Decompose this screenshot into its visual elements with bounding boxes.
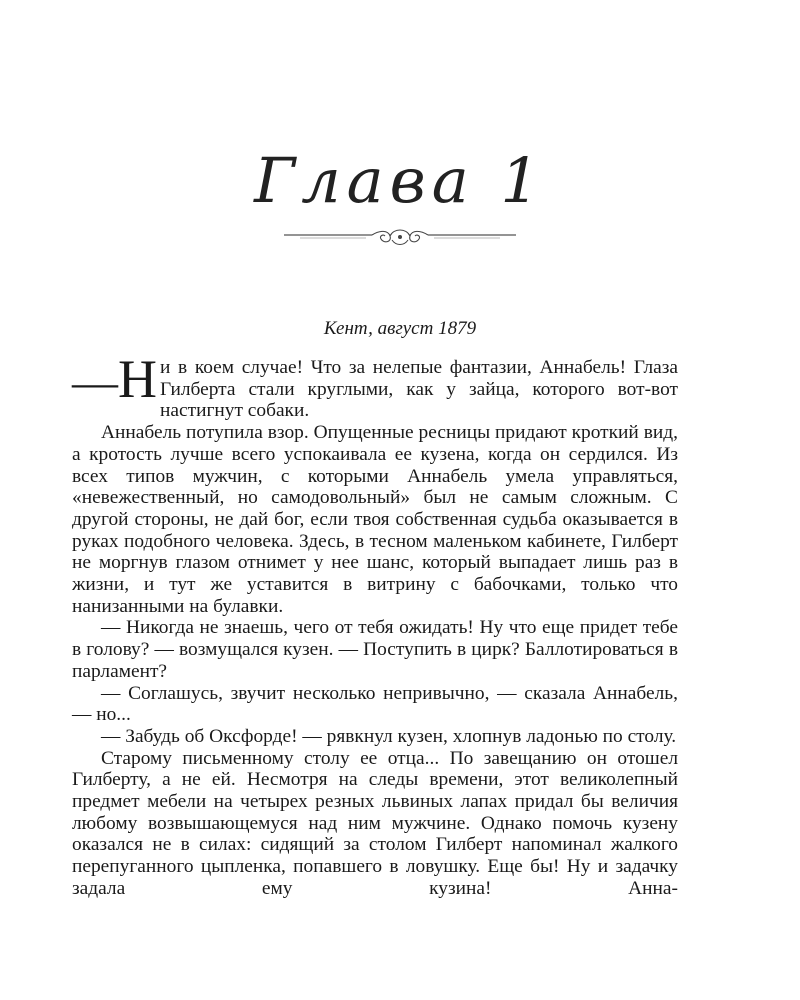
- paragraph-1-text: и в коем случае! Что за нелепые фантазии, Аннабель! Глаза Гилберта стали круглыми, как у зайца, которого вот-вот настигнут собаки.: [160, 357, 678, 422]
- paragraph-1: [72, 349, 678, 422]
- drop-cap-letter: Н: [118, 349, 157, 409]
- drop-cap-dash: —: [72, 356, 118, 407]
- paragraph-2: Аннабель потупила взор. Опущенные ресницы придают кроткий вид, а кротость лучше всего успокаивала ее кузена, когда он сердился. Из всех типов мужчин, с которыми Аннабель умела управляться, «невежественный, но самодовольный» был не самым сложным. С другой стороны, не дай бог, если твоя собственная судьба оказывается в руках подобного человека. Здесь, в тесном маленьком кабинете, Гилберт не моргнув глазом отнимет у нее шанс, который выпадает лишь раз в жизни, и тут же уставится в витрину с бабочками, только что нанизанными на булавки.: [72, 422, 678, 617]
- paragraph-6: Старому письменному столу ее отца... По завещанию он отошел Гилберту, а не ей. Несмотря на следы времени, этот великолепный предмет мебели на четырех резных львиных лапах придал бы величия любому возвышающемуся над ним мужчине. Однако помочь кузену оказался не в силах: сидящий за столом Гилберт напоминал жалкого перепуганного цыпленка, попавшего в ловушку. Еще бы! Ну и задачку задала ему кузина! Анна-: [72, 747, 678, 899]
- place-date-subtitle: Кент, август 1879: [323, 318, 477, 339]
- flourish-divider-icon: [280, 226, 520, 250]
- chapter-title: Глава 1: [254, 144, 546, 217]
- drop-cap: [72, 349, 157, 409]
- paragraph-3: — Никогда не знаешь, чего от тебя ожидать! Ну что еще придет тебе в голову? — возмущался кузен. — Поступить в цирк? Баллотироваться в парламент?: [72, 617, 678, 682]
- paragraph-4: — Соглашусь, звучит несколько непривычно, — сказала Аннабель, — но...: [72, 682, 678, 726]
- chapter-body: [72, 349, 678, 900]
- paragraph-5: — Забудь об Оксфорде! — рявкнул кузен, хлопнув ладонью по столу.: [101, 725, 677, 747]
